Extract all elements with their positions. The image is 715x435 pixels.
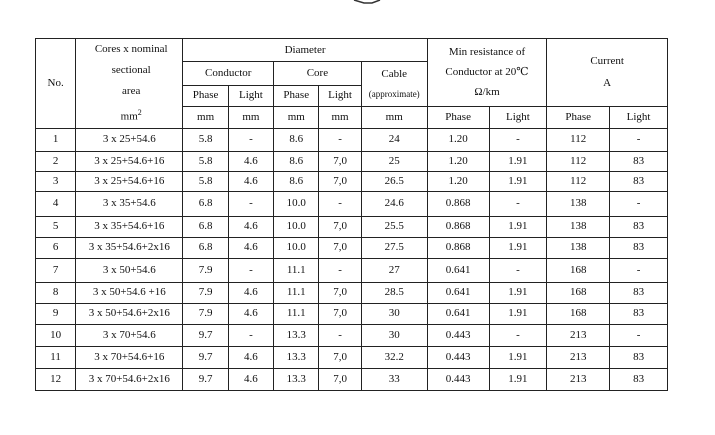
cell-core-phase: 10.0 xyxy=(274,191,319,216)
cell-current-phase: 138 xyxy=(547,216,610,237)
cell-current-phase: 213 xyxy=(547,346,610,368)
cell-res-light: 1.91 xyxy=(489,303,547,324)
cell-no: 8 xyxy=(36,282,76,303)
cell-cable: 27 xyxy=(361,258,427,282)
cell-res-phase: 0.443 xyxy=(427,346,489,368)
table-row xyxy=(36,151,668,171)
cell-cores: 3 x 70+54.6 xyxy=(76,324,183,346)
header-min-res-line-1: Min resistance of xyxy=(448,46,526,59)
cell-res-phase: 0.868 xyxy=(427,216,489,237)
cell-current-light: - xyxy=(610,324,668,346)
cell-no: 10 xyxy=(36,324,76,346)
cell-res-light: - xyxy=(489,128,547,151)
cell-current-phase: 168 xyxy=(547,258,610,282)
cable-spec-table xyxy=(35,38,668,391)
header-current-light: Light xyxy=(610,106,668,128)
table-row xyxy=(36,191,668,216)
cell-res-phase: 0.641 xyxy=(427,282,489,303)
cell-no: 9 xyxy=(36,303,76,324)
cell-current-phase: 138 xyxy=(547,237,610,258)
cell-conductor-light: - xyxy=(228,128,273,151)
cell-cable: 24 xyxy=(361,128,427,151)
cell-core-light: - xyxy=(319,128,361,151)
header-current-phase: Phase xyxy=(547,106,610,128)
cell-res-phase: 1.20 xyxy=(427,151,489,171)
cell-conductor-light: - xyxy=(228,191,273,216)
cell-cable: 26.5 xyxy=(361,171,427,191)
cell-conductor-light: 4.6 xyxy=(228,171,273,191)
table-row xyxy=(36,282,668,303)
table-row xyxy=(36,346,668,368)
cell-current-phase: 213 xyxy=(547,368,610,390)
cell-core-light: - xyxy=(319,191,361,216)
header-cores-unit: mm xyxy=(120,110,138,123)
cell-no: 2 xyxy=(36,151,76,171)
cell-conductor-phase: 9.7 xyxy=(183,324,228,346)
cell-res-light: 1.91 xyxy=(489,216,547,237)
cell-res-phase: 1.20 xyxy=(427,171,489,191)
cell-conductor-phase: 7.9 xyxy=(183,258,228,282)
cell-conductor-light: - xyxy=(228,258,273,282)
cell-no: 12 xyxy=(36,368,76,390)
header-core: Core xyxy=(274,62,362,86)
cell-conductor-phase: 7.9 xyxy=(183,303,228,324)
table-body xyxy=(36,128,668,390)
cell-res-light: 1.91 xyxy=(489,346,547,368)
cell-current-light: 83 xyxy=(610,346,668,368)
cell-res-phase: 1.20 xyxy=(427,128,489,151)
cell-core-light: - xyxy=(319,258,361,282)
header-conductor: Conductor xyxy=(183,62,274,86)
cell-cores: 3 x 35+54.6+16 xyxy=(76,216,183,237)
cell-current-light: 83 xyxy=(610,216,668,237)
header-current xyxy=(547,39,668,107)
cell-current-light: 83 xyxy=(610,171,668,191)
cell-core-light: 7,0 xyxy=(319,171,361,191)
cell-conductor-light: 4.6 xyxy=(228,237,273,258)
header-cores-line-2: sectional xyxy=(111,64,151,76)
cell-cable: 27.5 xyxy=(361,237,427,258)
cell-cores: 3 x 25+54.6 xyxy=(76,128,183,151)
header-cable xyxy=(361,62,427,107)
unit-core-phase: mm xyxy=(274,106,319,128)
header-min-resistance xyxy=(427,39,547,107)
header-min-res-line-2: Conductor at 20℃ xyxy=(445,66,529,79)
cell-core-light: 7,0 xyxy=(319,237,361,258)
header-diameter: Diameter xyxy=(183,39,427,62)
header-cable-label: Cable xyxy=(381,67,408,80)
cell-current-phase: 112 xyxy=(547,171,610,191)
cell-conductor-phase: 5.8 xyxy=(183,128,228,151)
cell-core-phase: 13.3 xyxy=(274,368,319,390)
cell-current-light: 83 xyxy=(610,303,668,324)
table-row xyxy=(36,128,668,151)
cell-current-light: 83 xyxy=(610,368,668,390)
cell-res-light: 1.91 xyxy=(489,237,547,258)
cell-cable: 25 xyxy=(361,151,427,171)
cell-res-phase: 0.868 xyxy=(427,191,489,216)
header-current-line-1: Current xyxy=(590,55,624,68)
cell-no: 6 xyxy=(36,237,76,258)
cell-no: 5 xyxy=(36,216,76,237)
header-cores-line-1: Cores x nominal xyxy=(94,43,168,55)
cell-no: 1 xyxy=(36,128,76,151)
unit-core-light: mm xyxy=(319,106,361,128)
cell-current-light: 83 xyxy=(610,237,668,258)
table-row xyxy=(36,368,668,390)
cell-res-phase: 0.443 xyxy=(427,324,489,346)
table-row xyxy=(36,324,668,346)
cell-cable: 32.2 xyxy=(361,346,427,368)
cell-conductor-phase: 6.8 xyxy=(183,216,228,237)
header-core-light: Light xyxy=(319,85,361,106)
cell-core-light: 7,0 xyxy=(319,346,361,368)
cell-conductor-light: 4.6 xyxy=(228,303,273,324)
cell-cores: 3 x 50+54.6 xyxy=(76,258,183,282)
unit-cable: mm xyxy=(361,106,427,128)
cell-res-light: - xyxy=(489,258,547,282)
cell-res-phase: 0.443 xyxy=(427,368,489,390)
cell-conductor-light: 4.6 xyxy=(228,368,273,390)
cell-cores: 3 x 25+54.6+16 xyxy=(76,171,183,191)
cell-cable: 30 xyxy=(361,303,427,324)
cell-conductor-phase: 6.8 xyxy=(183,237,228,258)
cell-conductor-phase: 5.8 xyxy=(183,171,228,191)
unit-conductor-phase: mm xyxy=(183,106,228,128)
cell-current-phase: 168 xyxy=(547,282,610,303)
cell-no: 11 xyxy=(36,346,76,368)
header-cores-unit-sup: 2 xyxy=(137,108,142,117)
table-row xyxy=(36,171,668,191)
table-row xyxy=(36,258,668,282)
header-cores xyxy=(76,39,183,129)
table-row xyxy=(36,216,668,237)
cell-res-light: - xyxy=(489,324,547,346)
header-min-res-line-3: Ω/km xyxy=(474,86,500,99)
cell-res-light: 1.91 xyxy=(489,368,547,390)
cell-cable: 30 xyxy=(361,324,427,346)
cell-conductor-light: 4.6 xyxy=(228,346,273,368)
cell-core-phase: 11.1 xyxy=(274,258,319,282)
cell-current-phase: 112 xyxy=(547,128,610,151)
cell-core-phase: 11.1 xyxy=(274,303,319,324)
cell-conductor-phase: 9.7 xyxy=(183,346,228,368)
cell-conductor-phase: 9.7 xyxy=(183,368,228,390)
header-res-light: Light xyxy=(489,106,547,128)
cell-core-phase: 8.6 xyxy=(274,171,319,191)
page-top-fragment-icon xyxy=(352,0,382,5)
cell-no: 4 xyxy=(36,191,76,216)
cell-no: 7 xyxy=(36,258,76,282)
cell-res-light: 1.91 xyxy=(489,171,547,191)
header-cable-note: (approximate) xyxy=(368,88,420,99)
header-conductor-light: Light xyxy=(228,85,273,106)
header-core-phase: Phase xyxy=(274,85,319,106)
cell-core-phase: 10.0 xyxy=(274,237,319,258)
cell-core-phase: 8.6 xyxy=(274,128,319,151)
cell-core-light: 7,0 xyxy=(319,151,361,171)
cell-core-light: 7,0 xyxy=(319,303,361,324)
cell-core-phase: 8.6 xyxy=(274,151,319,171)
cell-current-light: - xyxy=(610,258,668,282)
cell-conductor-phase: 7.9 xyxy=(183,282,228,303)
cell-current-light: - xyxy=(610,128,668,151)
cell-cable: 33 xyxy=(361,368,427,390)
header-cores-line-3: area xyxy=(122,85,141,97)
cell-core-phase: 11.1 xyxy=(274,282,319,303)
unit-conductor-light: mm xyxy=(228,106,273,128)
cell-res-phase: 0.641 xyxy=(427,303,489,324)
cell-cores: 3 x 50+54.6 +16 xyxy=(76,282,183,303)
cell-core-light: 7,0 xyxy=(319,216,361,237)
cell-current-phase: 138 xyxy=(547,191,610,216)
cell-res-phase: 0.641 xyxy=(427,258,489,282)
header-no: No. xyxy=(36,39,76,129)
header-conductor-phase: Phase xyxy=(183,85,228,106)
cell-res-light: - xyxy=(489,191,547,216)
cell-res-phase: 0.868 xyxy=(427,237,489,258)
cell-core-phase: 10.0 xyxy=(274,216,319,237)
cell-cores: 3 x 50+54.6+2x16 xyxy=(76,303,183,324)
cell-no: 3 xyxy=(36,171,76,191)
cell-cores: 3 x 35+54.6+2x16 xyxy=(76,237,183,258)
cell-core-light: - xyxy=(319,324,361,346)
cell-conductor-light: 4.6 xyxy=(228,151,273,171)
cell-current-light: 83 xyxy=(610,282,668,303)
header-cores-line-4 xyxy=(82,102,180,128)
cell-cores: 3 x 35+54.6 xyxy=(76,191,183,216)
cell-core-phase: 13.3 xyxy=(274,324,319,346)
table-row xyxy=(36,237,668,258)
cell-core-phase: 13.3 xyxy=(274,346,319,368)
cell-conductor-light: 4.6 xyxy=(228,216,273,237)
table-row xyxy=(36,303,668,324)
cell-current-light: 83 xyxy=(610,151,668,171)
cell-conductor-light: 4.6 xyxy=(228,282,273,303)
cell-res-light: 1.91 xyxy=(489,282,547,303)
cell-res-light: 1.91 xyxy=(489,151,547,171)
cell-core-light: 7,0 xyxy=(319,368,361,390)
cell-cable: 25.5 xyxy=(361,216,427,237)
cell-current-phase: 213 xyxy=(547,324,610,346)
cell-current-phase: 168 xyxy=(547,303,610,324)
cell-core-light: 7,0 xyxy=(319,282,361,303)
cell-cores: 3 x 70+54.6+2x16 xyxy=(76,368,183,390)
cell-cable: 24.6 xyxy=(361,191,427,216)
header-res-phase: Phase xyxy=(427,106,489,128)
cell-cores: 3 x 25+54.6+16 xyxy=(76,151,183,171)
cell-cores: 3 x 70+54.6+16 xyxy=(76,346,183,368)
cell-conductor-light: - xyxy=(228,324,273,346)
header-current-line-2: A xyxy=(603,77,612,90)
cell-cable: 28.5 xyxy=(361,282,427,303)
cell-conductor-phase: 6.8 xyxy=(183,191,228,216)
cell-current-phase: 112 xyxy=(547,151,610,171)
cell-current-light: - xyxy=(610,191,668,216)
cell-conductor-phase: 5.8 xyxy=(183,151,228,171)
